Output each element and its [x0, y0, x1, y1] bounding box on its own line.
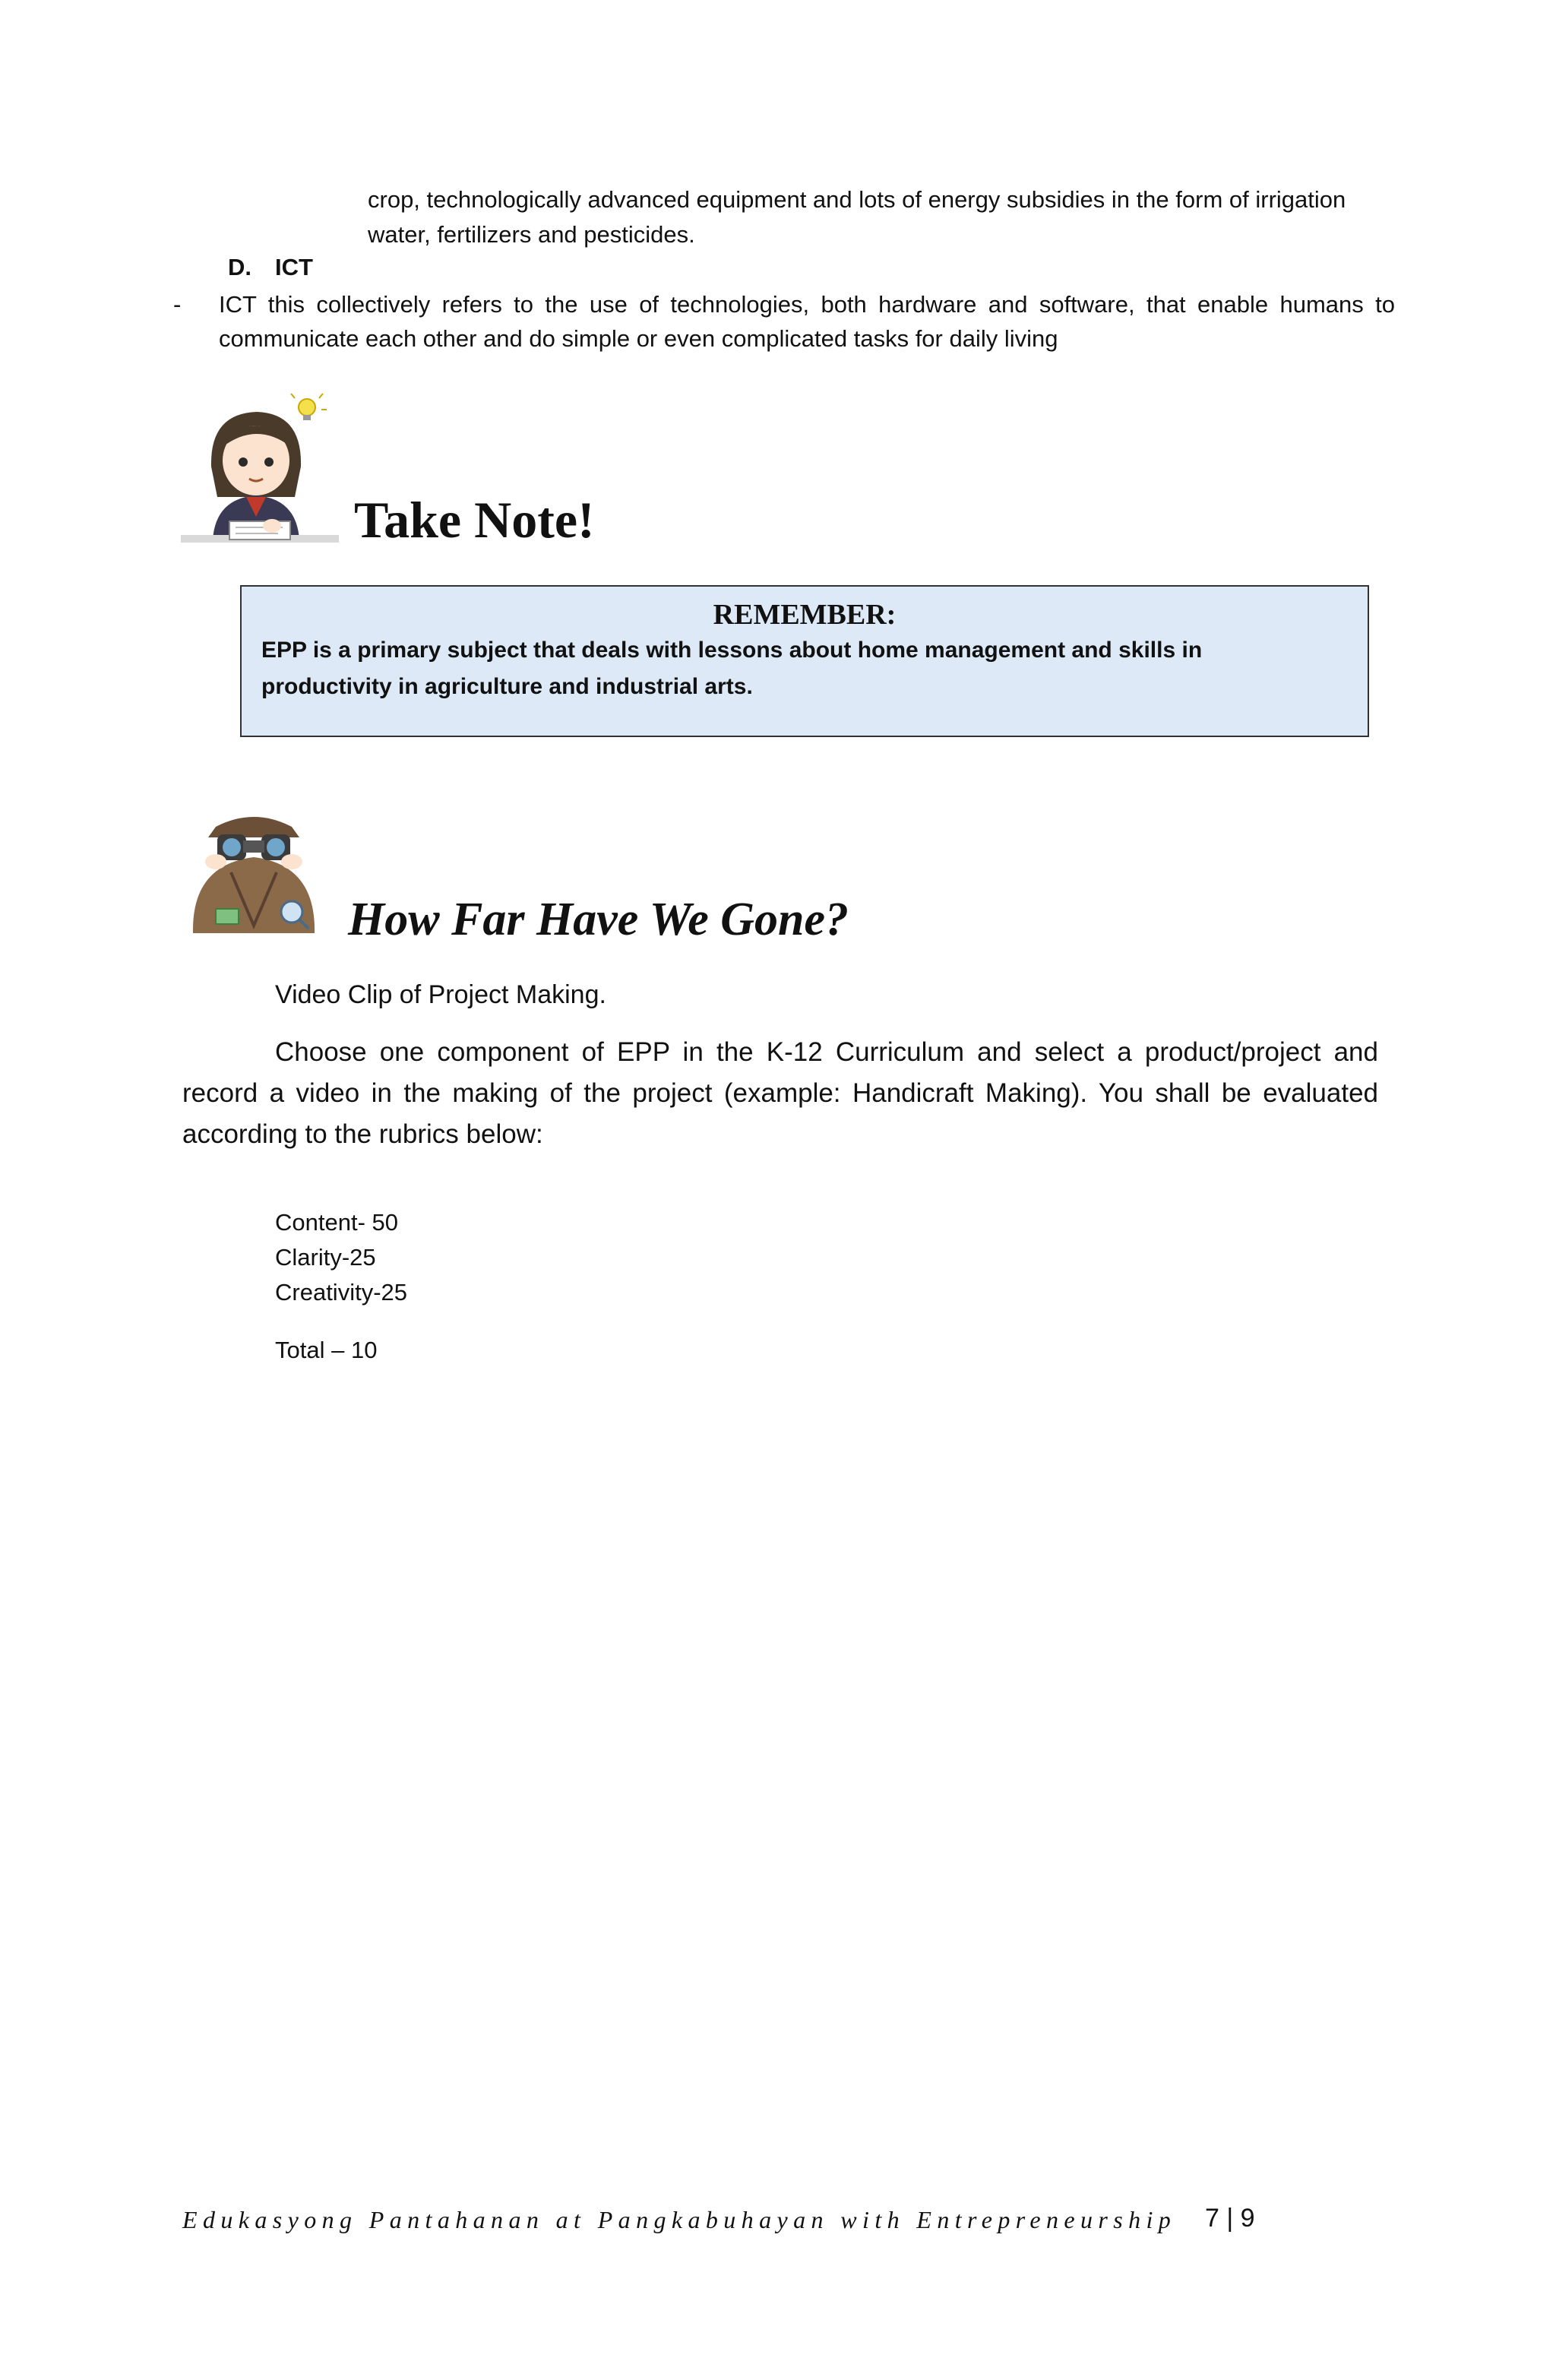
- activity-title: Video Clip of Project Making.: [275, 980, 606, 1009]
- rubric-clarity: Clarity-25: [275, 1244, 376, 1271]
- footer-title: Edukasyong Pantahanan at Pangkabuhayan with Entrepreneurship: [182, 2206, 1177, 2233]
- section-d-letter: D.: [228, 254, 251, 280]
- rubric-total: Total – 10: [275, 1337, 378, 1363]
- take-note-heading: Take Note!: [354, 491, 595, 549]
- rubric-creativity: Creativity-25: [275, 1279, 407, 1306]
- bullet-dash: -: [173, 291, 182, 318]
- rubric-list: [275, 1205, 407, 1310]
- section-d-title: ICT: [275, 254, 313, 280]
- continuation-paragraph: crop, technologically advanced equipment and lots of energy subsidies in the form of irrigation water, fertilizers and pesticides.: [368, 186, 1346, 248]
- page-number: 7 | 9: [1205, 2204, 1255, 2233]
- rubric-content: Content- 50: [275, 1209, 398, 1236]
- section-d-heading: [228, 254, 313, 281]
- remember-text: EPP is a primary subject that deals with lessons about home management and skills in productivity in agriculture and industrial arts.: [261, 638, 1203, 699]
- activity-instructions: Choose one component of EPP in the K-12 Curriculum and select a product/project and record a video in the making of the project (example: Handicraft Making). You shall be evaluated according to the rubrics below:: [182, 1037, 1378, 1149]
- how-far-heading: How Far Have We Gone?: [348, 894, 849, 945]
- ict-definition: ICT this collectively refers to the use of technologies, both hardware and software, that enable humans to communicate each other and do simple or even complicated tasks for daily living: [219, 291, 1395, 352]
- remember-box: [240, 585, 1369, 737]
- binoculars-explorer-icon: [185, 812, 322, 933]
- remember-title: REMEMBER:: [713, 599, 897, 631]
- student-writing-icon: [181, 391, 339, 553]
